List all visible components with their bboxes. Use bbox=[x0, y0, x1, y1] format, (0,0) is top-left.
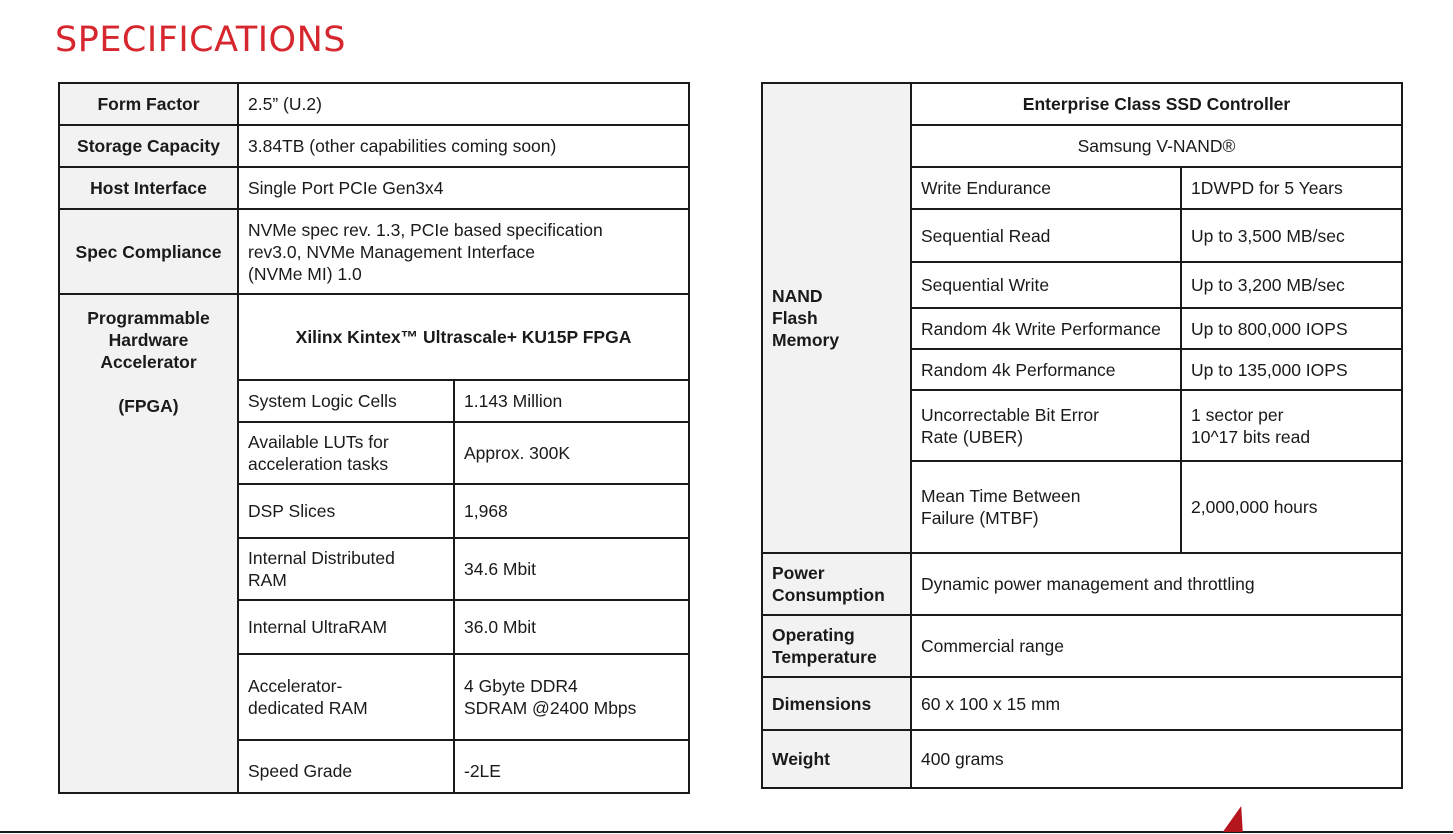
nand-row-value: Up to 3,200 MB/sec bbox=[1181, 262, 1402, 308]
nand-header-row bbox=[762, 83, 1402, 125]
spec-row-spec-compliance bbox=[59, 209, 689, 294]
controller-header: Enterprise Class SSD Controller bbox=[911, 83, 1402, 125]
fpga-row-value: 36.0 Mbit bbox=[454, 600, 689, 654]
row-value: NVMe spec rev. 1.3, PCIe based specification rev3.0, NVMe Management Interface (NVMe MI) 1.0 bbox=[238, 209, 689, 294]
nand-row-name: Random 4k Write Performance bbox=[911, 308, 1181, 349]
fpga-header-row bbox=[59, 294, 689, 380]
spec-row-power bbox=[762, 553, 1402, 615]
row-label: Spec Compliance bbox=[59, 209, 238, 294]
fpga-row-name: Speed Grade bbox=[238, 740, 454, 793]
spec-row-form-factor bbox=[59, 83, 689, 125]
nand-row-name: Mean Time Between Failure (MTBF) bbox=[911, 461, 1181, 553]
fpga-model: Xilinx Kintex™ Ultrascale+ KU15P FPGA bbox=[238, 294, 689, 380]
corner-decoration bbox=[1223, 806, 1251, 832]
row-value: 3.84TB (other capabilities coming soon) bbox=[238, 125, 689, 167]
fpga-row-name: System Logic Cells bbox=[238, 380, 454, 422]
nand-row-value: Up to 3,500 MB/sec bbox=[1181, 209, 1402, 262]
fpga-row-value: 1,968 bbox=[454, 484, 689, 538]
page-title: SPECIFICATIONS bbox=[55, 20, 346, 60]
fpga-group-label: Programmable Hardware Accelerator (FPGA) bbox=[59, 294, 238, 793]
nand-row-value: 2,000,000 hours bbox=[1181, 461, 1402, 553]
row-label: Power Consumption bbox=[762, 553, 911, 615]
row-label: Form Factor bbox=[59, 83, 238, 125]
row-label: Storage Capacity bbox=[59, 125, 238, 167]
row-value: Single Port PCIe Gen3x4 bbox=[238, 167, 689, 209]
fpga-row-name: Available LUTs for acceleration tasks bbox=[238, 422, 454, 484]
fpga-row-name: Internal Distributed RAM bbox=[238, 538, 454, 600]
row-label: Operating Temperature bbox=[762, 615, 911, 677]
fpga-row-value: 4 Gbyte DDR4 SDRAM @2400 Mbps bbox=[454, 654, 689, 740]
row-value: 2.5” (U.2) bbox=[238, 83, 689, 125]
row-label: Host Interface bbox=[59, 167, 238, 209]
fpga-row-name: Internal UltraRAM bbox=[238, 600, 454, 654]
nand-row-value: 1DWPD for 5 Years bbox=[1181, 167, 1402, 209]
fpga-row-name: Accelerator- dedicated RAM bbox=[238, 654, 454, 740]
spec-row-storage-capacity bbox=[59, 125, 689, 167]
fpga-row-value: Approx. 300K bbox=[454, 422, 689, 484]
left-spec-table bbox=[58, 82, 690, 794]
nand-row-value: 1 sector per 10^17 bits read bbox=[1181, 390, 1402, 461]
nand-row-name: Uncorrectable Bit Error Rate (UBER) bbox=[911, 390, 1181, 461]
row-label: Dimensions bbox=[762, 677, 911, 730]
fpga-row-name: DSP Slices bbox=[238, 484, 454, 538]
row-label: Weight bbox=[762, 730, 911, 788]
row-value: 400 grams bbox=[911, 730, 1402, 788]
row-value: 60 x 100 x 15 mm bbox=[911, 677, 1402, 730]
spec-row-weight bbox=[762, 730, 1402, 788]
spec-row-temperature bbox=[762, 615, 1402, 677]
spec-row-host-interface bbox=[59, 167, 689, 209]
fpga-row-value: -2LE bbox=[454, 740, 689, 793]
right-spec-table bbox=[761, 82, 1403, 789]
nand-type: Samsung V-NAND® bbox=[911, 125, 1402, 167]
nand-row-value: Up to 135,000 IOPS bbox=[1181, 349, 1402, 390]
row-value: Commercial range bbox=[911, 615, 1402, 677]
row-value: Dynamic power management and throttling bbox=[911, 553, 1402, 615]
nand-row-name: Random 4k Performance bbox=[911, 349, 1181, 390]
fpga-row-value: 1.143 Million bbox=[454, 380, 689, 422]
nand-row-name: Sequential Read bbox=[911, 209, 1181, 262]
nand-row-name: Sequential Write bbox=[911, 262, 1181, 308]
nand-row-name: Write Endurance bbox=[911, 167, 1181, 209]
fpga-row-value: 34.6 Mbit bbox=[454, 538, 689, 600]
spec-row-dimensions bbox=[762, 677, 1402, 730]
nand-group-label: NAND Flash Memory bbox=[762, 83, 911, 553]
nand-row-value: Up to 800,000 IOPS bbox=[1181, 308, 1402, 349]
